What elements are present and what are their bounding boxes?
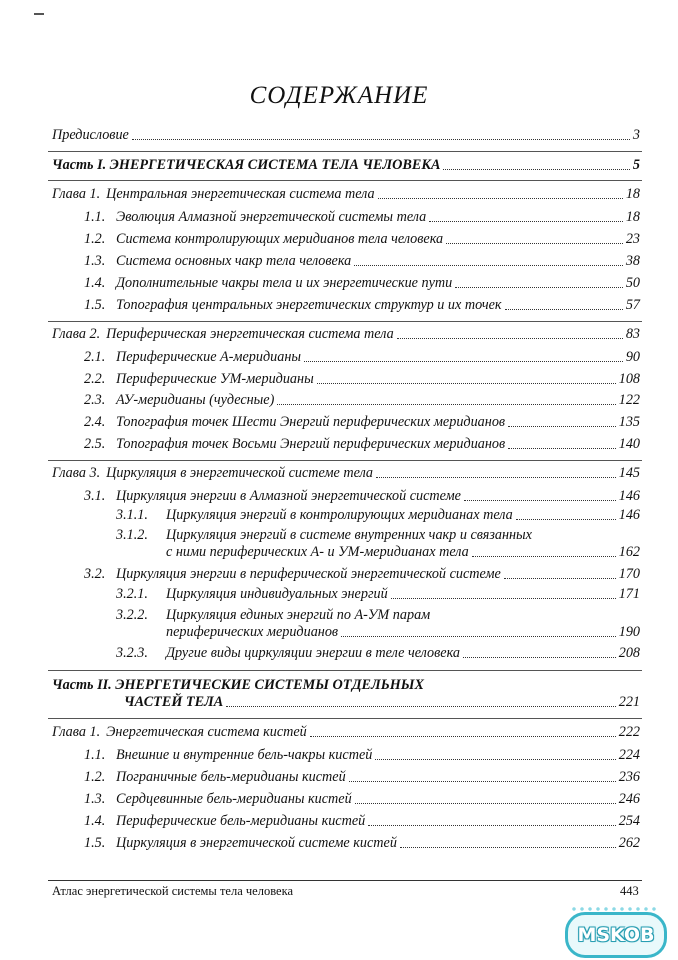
toc-entry-number: 1.1. (84, 209, 106, 225)
toc-entry-text: Периферическая энергетическая система тела (106, 326, 394, 342)
toc-entry-number: 3.2. (84, 566, 106, 582)
toc-entry-number: 1.1. (84, 747, 106, 763)
toc-page-number: 171 (618, 586, 640, 602)
toc-entry-number: Глава 1. (52, 724, 101, 740)
leader-dots (505, 309, 623, 310)
toc-entry-chapter3[interactable] (52, 465, 640, 482)
toc-entry-number: 3.1.1. (116, 507, 148, 523)
toc-page-number: 135 (618, 414, 640, 430)
toc-entry-preface[interactable] (52, 127, 640, 144)
toc-entry-number: 2.3. (84, 392, 106, 408)
toc-entry-text: Система контролирующих меридианов тела человека (116, 231, 444, 247)
toc-page-number: 224 (618, 747, 640, 763)
toc-entry-section[interactable] (84, 275, 640, 292)
leader-dots (375, 759, 615, 760)
toc-entry-section[interactable] (84, 297, 640, 314)
toc-page-number: 222 (618, 724, 640, 740)
leader-dots (349, 781, 616, 782)
toc-page-number: 83 (625, 326, 640, 342)
leader-dots (400, 847, 616, 848)
toc-page-number: 57 (625, 297, 640, 313)
toc-page-number: 190 (618, 624, 640, 640)
toc-page-number: 236 (618, 769, 640, 785)
toc-page-number: 90 (625, 349, 640, 365)
toc-entry-number: 1.3. (84, 253, 106, 269)
toc-entry-subsection[interactable] (116, 645, 640, 662)
toc-entry-text: Эволюция Алмазной энергетической системы тела (116, 209, 427, 225)
toc-entry-text: Часть I. ЭНЕРГЕТИЧЕСКАЯ СИСТЕМА ТЕЛА ЧЕЛОВЕКА (52, 157, 441, 173)
toc-entry-text: Сердцевинные бель-меридианы кистей (116, 791, 352, 807)
toc-entry-text: Топография точек Восьми Энергий периферических меридианов (116, 436, 506, 452)
toc-entry-section[interactable] (84, 488, 640, 505)
divider (48, 180, 642, 181)
toc-entry-number: 1.2. (84, 231, 106, 247)
toc-entry-number: 1.4. (84, 813, 106, 829)
toc-entry-number: 3.2.1. (116, 586, 148, 602)
toc-entry-section[interactable] (84, 769, 640, 786)
leader-dots (429, 221, 623, 222)
toc-entry-text: Система основных чакр тела человека (116, 253, 352, 269)
toc-entry-section[interactable] (84, 253, 640, 270)
toc-entry-section[interactable] (84, 436, 640, 453)
toc-entry-text: Циркуляция в энергетической системе кистей (116, 835, 397, 851)
toc-entry-part2-line1[interactable] (52, 677, 424, 694)
toc-page-number: 140 (618, 436, 640, 452)
toc-page-number: 23 (625, 231, 640, 247)
toc-entry-number: 2.5. (84, 436, 106, 452)
toc-entry-text: Топография центральных энергетических структур и их точек (116, 297, 502, 313)
divider (48, 718, 642, 719)
leader-dots (464, 500, 616, 501)
toc-entry-section[interactable] (84, 747, 640, 764)
toc-entry-number: 3.2.3. (116, 645, 148, 661)
toc-entry-text: Другие виды циркуляции энергии в теле человека (166, 645, 460, 661)
toc-entry-text: Циркуляция единых энергий по А-УМ парам (166, 607, 431, 623)
toc-entry-chapter2[interactable] (52, 326, 640, 343)
divider (48, 151, 642, 152)
toc-entry-section[interactable] (84, 791, 640, 808)
toc-page-number: 50 (625, 275, 640, 291)
toc-entry-number: 1.5. (84, 297, 106, 313)
toc-page-number: 254 (618, 813, 640, 829)
toc-entry-text: Пограничные бель-меридианы кистей (116, 769, 346, 785)
toc-entry-part1[interactable] (52, 157, 640, 174)
leader-dots (132, 139, 630, 140)
toc-entry-text: Периферические бель-меридианы кистей (116, 813, 366, 829)
running-footer: Атлас энергетической системы тела человека (52, 884, 294, 898)
toc-page-number: 162 (618, 544, 640, 560)
toc-entry-section[interactable] (84, 835, 640, 852)
toc-entry-number: 3.2.2. (116, 607, 148, 623)
toc-entry-number: 1.5. (84, 835, 106, 851)
leader-dots (504, 578, 616, 579)
toc-entry-text: Периферические УМ-меридианы (116, 371, 314, 387)
toc-page-number: 38 (625, 253, 640, 269)
leader-dots (277, 404, 615, 405)
leader-dots (310, 736, 616, 737)
toc-entry-text: ЧАСТЕЙ ТЕЛА (124, 694, 224, 710)
footer-page-number: 443 (620, 884, 639, 898)
divider (48, 460, 642, 461)
leader-dots (455, 287, 623, 288)
leader-dots (508, 448, 616, 449)
toc-entry-chapter1[interactable] (52, 186, 640, 203)
toc-entry-subsection-line1[interactable] (116, 607, 430, 624)
leader-dots (341, 636, 616, 637)
toc-entry-section[interactable] (84, 209, 640, 226)
toc-page-number: 262 (618, 835, 640, 851)
leader-dots (508, 426, 616, 427)
leader-dots (472, 556, 616, 557)
toc-entry-text: периферических меридианов (166, 624, 339, 640)
toc-entry-text: Циркуляция энергий в контролирующих меридианах тела (166, 507, 513, 523)
toc-entry-number: 2.1. (84, 349, 106, 365)
toc-page-number: 18 (625, 186, 640, 202)
toc-entry-section[interactable] (84, 392, 640, 409)
toc-page-number: 122 (618, 392, 640, 408)
toc-entry-number: 3.1. (84, 488, 106, 504)
leader-dots (397, 338, 623, 339)
toc-entry-subsection-line2[interactable] (166, 624, 640, 641)
toc-entry-section[interactable] (84, 414, 640, 431)
toc-entry-text: Топография точек Шести Энергий периферических меридианов (116, 414, 506, 430)
toc-entry-text: Циркуляция энергии в периферической энергетической системе (116, 566, 501, 582)
toc-entry-number: 2.2. (84, 371, 106, 387)
leader-dots (378, 198, 623, 199)
leader-dots (516, 519, 616, 520)
leader-dots (355, 803, 616, 804)
toc-page-number: 5 (632, 157, 640, 173)
leader-dots (446, 243, 623, 244)
toc-entry-text: Циркуляция индивидуальных энергий (166, 586, 388, 602)
toc-entry-text: Циркуляция энергии в Алмазной энергетической системе (116, 488, 461, 504)
toc-page-number: 208 (618, 645, 640, 661)
watermark-badge (565, 912, 667, 958)
leader-dots (226, 706, 615, 707)
toc-entry-section[interactable] (84, 566, 640, 583)
toc-entry-text: Циркуляция энергий в системе внутренних чакр и связанных (166, 527, 532, 543)
toc-page-number: 108 (618, 371, 640, 387)
divider (48, 321, 642, 322)
toc-entry-number: 3.1.2. (116, 527, 148, 543)
toc-page-number: 170 (618, 566, 640, 582)
toc-entry-section[interactable] (84, 813, 640, 830)
divider (48, 670, 642, 671)
leader-dots (463, 657, 616, 658)
toc-page-number: 145 (618, 465, 640, 481)
toc-entry-text: Центральная энергетическая система тела (106, 186, 375, 202)
toc-entry-text: Часть II. ЭНЕРГЕТИЧЕСКИЕ СИСТЕМЫ ОТДЕЛЬНЫХ (52, 677, 424, 693)
toc-entry-text: Внешние и внутренние бель-чакры кистей (116, 747, 373, 763)
toc-page-number: 3 (632, 127, 640, 143)
toc-page-number: 18 (625, 209, 640, 225)
toc-entry-subsection[interactable] (116, 586, 640, 603)
toc-entry-section[interactable] (84, 231, 640, 248)
toc-entry-text: Энергетическая система кистей (106, 724, 307, 740)
toc-entry-text: с ними периферических А- и УМ-меридианах тела (166, 544, 469, 560)
toc-entry-section[interactable] (84, 349, 640, 366)
leader-dots (354, 265, 623, 266)
leader-dots (304, 361, 623, 362)
leader-dots (391, 598, 616, 599)
toc-page-number: 246 (618, 791, 640, 807)
toc-entry-section[interactable] (84, 371, 640, 388)
toc-entry-text: Циркуляция в энергетической системе тела (106, 465, 374, 481)
toc-entry-part2-chapter1[interactable] (52, 724, 640, 741)
toc-entry-number: Глава 2. (52, 326, 101, 342)
toc-entry-number: 1.2. (84, 769, 106, 785)
toc-entry-subsection-line2[interactable] (166, 544, 640, 561)
toc-entry-number: 1.4. (84, 275, 106, 291)
toc-entry-text: Дополнительные чакры тела и их энергетические пути (116, 275, 453, 291)
toc-entry-number: Глава 1. (52, 186, 101, 202)
toc-entry-subsection-line1[interactable] (116, 527, 532, 544)
toc-entry-text: АУ-меридианы (чудесные) (116, 392, 275, 408)
leader-dots (443, 169, 629, 170)
toc-entry-text: Периферические А-меридианы (116, 349, 301, 365)
footer-rule (48, 880, 642, 881)
leader-dots (376, 477, 616, 478)
page-title: СОДЕРЖАНИЕ (249, 82, 429, 109)
toc-page-number: 221 (618, 694, 640, 710)
toc-page-number: 146 (618, 488, 640, 504)
watermark-text: MSKOB (577, 924, 655, 946)
toc-entry-number: 2.4. (84, 414, 106, 430)
leader-dots (317, 383, 616, 384)
toc-entry-part2-line2[interactable] (124, 694, 640, 711)
toc-entry-number: 1.3. (84, 791, 106, 807)
toc-entry-text: Предисловие (52, 127, 129, 143)
leader-dots (368, 825, 615, 826)
toc-entry-number: Глава 3. (52, 465, 101, 481)
toc-entry-subsection[interactable] (116, 507, 640, 524)
toc-page-number: 146 (618, 507, 640, 523)
